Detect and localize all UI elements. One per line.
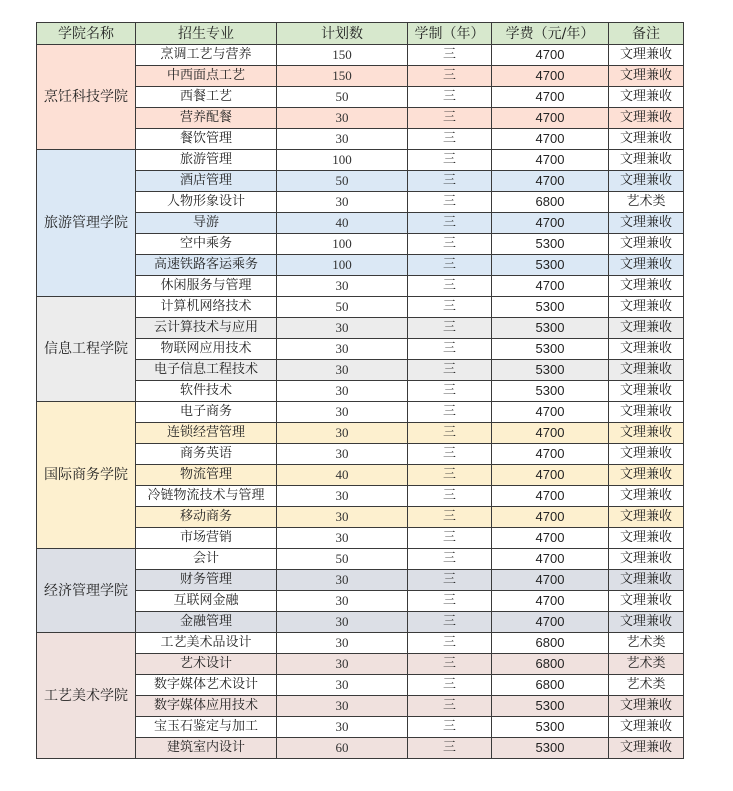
note-cell: 文理兼收 (609, 234, 684, 255)
note-cell: 文理兼收 (609, 255, 684, 276)
quota-cell: 100 (277, 150, 408, 171)
note-cell: 文理兼收 (609, 423, 684, 444)
header-years: 学制（年） (408, 23, 492, 45)
quota-cell: 30 (277, 570, 408, 591)
table-row (37, 549, 684, 570)
quota-cell: 30 (277, 129, 408, 150)
fee-cell: 4700 (492, 507, 609, 528)
table-row (37, 402, 684, 423)
years-cell: 三 (408, 423, 492, 444)
quota-cell: 30 (277, 444, 408, 465)
quota-cell: 40 (277, 213, 408, 234)
note-cell: 艺术类 (609, 654, 684, 675)
quota-cell: 30 (277, 675, 408, 696)
quota-cell: 30 (277, 423, 408, 444)
fee-cell: 4700 (492, 570, 609, 591)
years-cell: 三 (408, 171, 492, 192)
major-cell: 商务英语 (136, 444, 277, 465)
header-fee: 学费（元/年） (492, 23, 609, 45)
years-cell: 三 (408, 150, 492, 171)
note-cell: 文理兼收 (609, 612, 684, 633)
major-cell: 导游 (136, 213, 277, 234)
years-cell: 三 (408, 591, 492, 612)
years-cell: 三 (408, 87, 492, 108)
years-cell: 三 (408, 276, 492, 297)
note-cell: 文理兼收 (609, 171, 684, 192)
college-name: 烹饪科技学院 (37, 45, 136, 150)
quota-cell: 30 (277, 654, 408, 675)
quota-cell: 30 (277, 318, 408, 339)
fee-cell: 5300 (492, 255, 609, 276)
quota-cell: 100 (277, 255, 408, 276)
college-name: 国际商务学院 (37, 402, 136, 549)
major-cell: 会计 (136, 549, 277, 570)
quota-cell: 150 (277, 45, 408, 66)
major-cell: 营养配餐 (136, 108, 277, 129)
fee-cell: 6800 (492, 633, 609, 654)
major-cell: 旅游管理 (136, 150, 277, 171)
major-cell: 物流管理 (136, 465, 277, 486)
major-cell: 西餐工艺 (136, 87, 277, 108)
major-cell: 市场营销 (136, 528, 277, 549)
years-cell: 三 (408, 192, 492, 213)
header-major: 招生专业 (136, 23, 277, 45)
fee-cell: 4700 (492, 486, 609, 507)
years-cell: 三 (408, 360, 492, 381)
major-cell: 冷链物流技术与管理 (136, 486, 277, 507)
major-cell: 建筑室内设计 (136, 738, 277, 759)
note-cell: 艺术类 (609, 675, 684, 696)
years-cell: 三 (408, 45, 492, 66)
major-cell: 中西面点工艺 (136, 66, 277, 87)
major-cell: 酒店管理 (136, 171, 277, 192)
years-cell: 三 (408, 318, 492, 339)
college-name: 工艺美术学院 (37, 633, 136, 759)
note-cell: 文理兼收 (609, 66, 684, 87)
years-cell: 三 (408, 129, 492, 150)
note-cell: 文理兼收 (609, 276, 684, 297)
fee-cell: 4700 (492, 87, 609, 108)
major-cell: 连锁经营管理 (136, 423, 277, 444)
fee-cell: 5300 (492, 297, 609, 318)
quota-cell: 30 (277, 339, 408, 360)
college-name: 信息工程学院 (37, 297, 136, 402)
quota-cell: 50 (277, 87, 408, 108)
major-cell: 休闲服务与管理 (136, 276, 277, 297)
years-cell: 三 (408, 486, 492, 507)
years-cell: 三 (408, 66, 492, 87)
fee-cell: 4700 (492, 612, 609, 633)
quota-cell: 30 (277, 591, 408, 612)
header-note: 备注 (609, 23, 684, 45)
table-row (37, 297, 684, 318)
note-cell: 文理兼收 (609, 591, 684, 612)
major-cell: 财务管理 (136, 570, 277, 591)
fee-cell: 5300 (492, 738, 609, 759)
quota-cell: 30 (277, 528, 408, 549)
table-row (37, 150, 684, 171)
note-cell: 文理兼收 (609, 150, 684, 171)
major-cell: 金融管理 (136, 612, 277, 633)
years-cell: 三 (408, 507, 492, 528)
quota-cell: 30 (277, 381, 408, 402)
note-cell: 文理兼收 (609, 486, 684, 507)
years-cell: 三 (408, 675, 492, 696)
note-cell: 文理兼收 (609, 507, 684, 528)
note-cell: 文理兼收 (609, 549, 684, 570)
fee-cell: 4700 (492, 129, 609, 150)
major-cell: 互联网金融 (136, 591, 277, 612)
fee-cell: 6800 (492, 654, 609, 675)
note-cell: 文理兼收 (609, 381, 684, 402)
major-cell: 数字媒体艺术设计 (136, 675, 277, 696)
note-cell: 文理兼收 (609, 465, 684, 486)
quota-cell: 100 (277, 234, 408, 255)
quota-cell: 30 (277, 717, 408, 738)
college-name: 旅游管理学院 (37, 150, 136, 297)
header-row (37, 23, 684, 45)
fee-cell: 4700 (492, 528, 609, 549)
major-cell: 物联网应用技术 (136, 339, 277, 360)
major-cell: 人物形象设计 (136, 192, 277, 213)
quota-cell: 30 (277, 486, 408, 507)
years-cell: 三 (408, 297, 492, 318)
table-row (37, 45, 684, 66)
fee-cell: 5300 (492, 339, 609, 360)
fee-cell: 4700 (492, 402, 609, 423)
note-cell: 文理兼收 (609, 360, 684, 381)
note-cell: 文理兼收 (609, 297, 684, 318)
quota-cell: 30 (277, 633, 408, 654)
years-cell: 三 (408, 213, 492, 234)
quota-cell: 60 (277, 738, 408, 759)
quota-cell: 30 (277, 696, 408, 717)
years-cell: 三 (408, 465, 492, 486)
fee-cell: 5300 (492, 381, 609, 402)
fee-cell: 4700 (492, 465, 609, 486)
note-cell: 文理兼收 (609, 318, 684, 339)
years-cell: 三 (408, 381, 492, 402)
fee-cell: 5300 (492, 360, 609, 381)
fee-cell: 4700 (492, 66, 609, 87)
fee-cell: 5300 (492, 696, 609, 717)
quota-cell: 30 (277, 402, 408, 423)
fee-cell: 4700 (492, 444, 609, 465)
note-cell: 文理兼收 (609, 339, 684, 360)
fee-cell: 5300 (492, 717, 609, 738)
note-cell: 文理兼收 (609, 45, 684, 66)
major-cell: 云计算技术与应用 (136, 318, 277, 339)
quota-cell: 30 (277, 276, 408, 297)
years-cell: 三 (408, 633, 492, 654)
quota-cell: 50 (277, 171, 408, 192)
note-cell: 艺术类 (609, 633, 684, 654)
major-cell: 计算机网络技术 (136, 297, 277, 318)
major-cell: 艺术设计 (136, 654, 277, 675)
fee-cell: 4700 (492, 108, 609, 129)
note-cell: 文理兼收 (609, 213, 684, 234)
years-cell: 三 (408, 108, 492, 129)
major-cell: 电子信息工程技术 (136, 360, 277, 381)
quota-cell: 150 (277, 66, 408, 87)
years-cell: 三 (408, 654, 492, 675)
years-cell: 三 (408, 402, 492, 423)
major-cell: 宝玉石鉴定与加工 (136, 717, 277, 738)
note-cell: 文理兼收 (609, 738, 684, 759)
quota-cell: 30 (277, 192, 408, 213)
fee-cell: 4700 (492, 549, 609, 570)
fee-cell: 4700 (492, 423, 609, 444)
fee-cell: 4700 (492, 171, 609, 192)
note-cell: 文理兼收 (609, 528, 684, 549)
major-cell: 软件技术 (136, 381, 277, 402)
fee-cell: 6800 (492, 192, 609, 213)
years-cell: 三 (408, 738, 492, 759)
table-row (37, 633, 684, 654)
header-quota: 计划数 (277, 23, 408, 45)
years-cell: 三 (408, 549, 492, 570)
note-cell: 文理兼收 (609, 108, 684, 129)
note-cell: 文理兼收 (609, 87, 684, 108)
years-cell: 三 (408, 234, 492, 255)
fee-cell: 4700 (492, 213, 609, 234)
years-cell: 三 (408, 612, 492, 633)
note-cell: 文理兼收 (609, 570, 684, 591)
years-cell: 三 (408, 570, 492, 591)
quota-cell: 40 (277, 465, 408, 486)
major-cell: 餐饮管理 (136, 129, 277, 150)
quota-cell: 30 (277, 612, 408, 633)
years-cell: 三 (408, 717, 492, 738)
note-cell: 文理兼收 (609, 696, 684, 717)
note-cell: 文理兼收 (609, 129, 684, 150)
major-cell: 工艺美术品设计 (136, 633, 277, 654)
major-cell: 烹调工艺与营养 (136, 45, 277, 66)
enrollment-table (36, 22, 684, 759)
years-cell: 三 (408, 444, 492, 465)
fee-cell: 4700 (492, 150, 609, 171)
quota-cell: 50 (277, 297, 408, 318)
years-cell: 三 (408, 696, 492, 717)
major-cell: 数字媒体应用技术 (136, 696, 277, 717)
major-cell: 电子商务 (136, 402, 277, 423)
quota-cell: 50 (277, 549, 408, 570)
major-cell: 高速铁路客运乘务 (136, 255, 277, 276)
quota-cell: 30 (277, 360, 408, 381)
years-cell: 三 (408, 528, 492, 549)
major-cell: 空中乘务 (136, 234, 277, 255)
quota-cell: 30 (277, 108, 408, 129)
header-college: 学院名称 (37, 23, 136, 45)
years-cell: 三 (408, 339, 492, 360)
quota-cell: 30 (277, 507, 408, 528)
years-cell: 三 (408, 255, 492, 276)
note-cell: 文理兼收 (609, 717, 684, 738)
fee-cell: 6800 (492, 675, 609, 696)
note-cell: 文理兼收 (609, 402, 684, 423)
major-cell: 移动商务 (136, 507, 277, 528)
fee-cell: 4700 (492, 45, 609, 66)
college-name: 经济管理学院 (37, 549, 136, 633)
fee-cell: 5300 (492, 318, 609, 339)
fee-cell: 4700 (492, 591, 609, 612)
fee-cell: 4700 (492, 276, 609, 297)
fee-cell: 5300 (492, 234, 609, 255)
note-cell: 文理兼收 (609, 444, 684, 465)
note-cell: 艺术类 (609, 192, 684, 213)
